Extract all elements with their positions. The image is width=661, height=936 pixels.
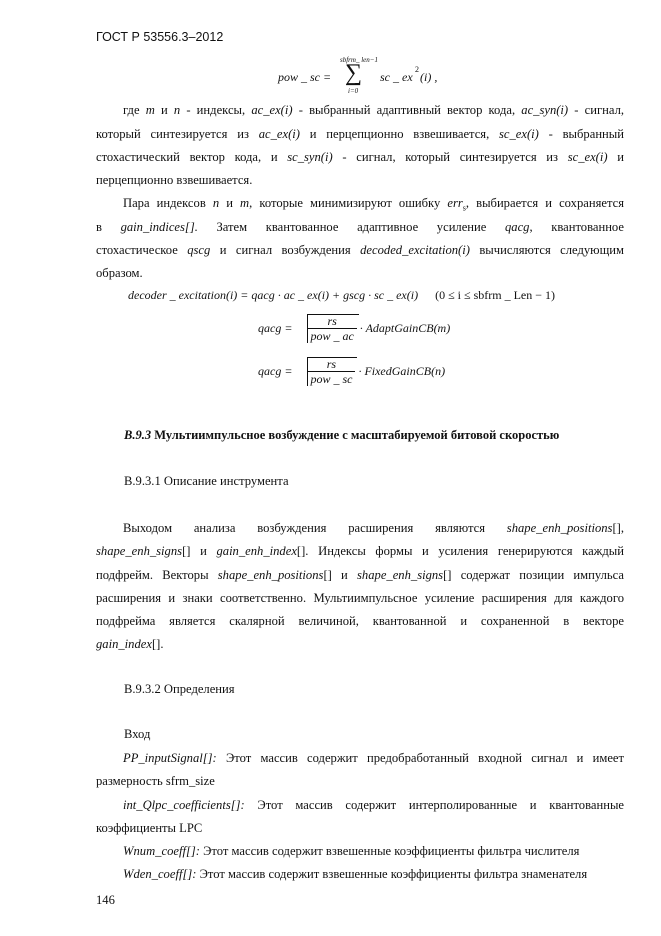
formula-sc-ex: sc _ ex [380,70,413,84]
definition-int-qlpc-coefficients-cont: коэффициенты LPC [96,821,203,835]
input-heading: Вход [124,727,151,741]
definition-pp-input-signal-cont: размерность sfrm_size [96,774,215,788]
formula-argument: (i) , [420,70,438,84]
formula-qacg-fixed: qacg = $\frac{rs}{\text{pow \_ sc}}$ · FixedGainCB(n) [258,357,446,386]
formula-pow-sc [278,56,478,100]
section-title: Мультиимпульсное возбуждение с масштабируемой битовой скоростью [154,428,560,442]
page-number: 146 [96,893,115,907]
para3-line-5: подфрейма является скалярной величиной, квантованной и сохраненной в векторе [96,614,624,628]
para1-line-3: стохастический вектор кода, и sc_syn(i) - сигнал, который синтезируется из sc_ex(i) и [96,150,624,164]
para3-line-2: shape_enh_signs[] и gain_enh_index[]. Индексы формы и усиления генерируются каждый [96,544,624,558]
section-heading [124,428,559,443]
sqrt-symbol: $\frac{rs}{\text{pow \_ sc}}$ [295,357,355,386]
formula-sum-upper-limit: sbfrm_ len−1 [340,56,378,64]
definition-wnum-coeff: Wnum_coeff[]: Этот массив содержит взвешенные коэффициенты фильтра числителя [123,844,580,858]
section-number: B.9.3 [124,428,152,442]
definition-int-qlpc-coefficients: int_Qlpc_coefficients[]: Этот массив содержит интерполированные и квантованные [123,798,624,812]
para1-line-2: который синтезируется из ac_ex(i) и перцепционно взвешивается, sc_ex(i) - выбранный [96,127,624,141]
para3-line-4: расширения и знаки соответственно. Мультиимпульсное усиление расширения для каждого [96,591,624,605]
formula-power: 2 [415,65,419,74]
formula-sum-lower-limit: i=0 [348,87,359,95]
document-header: ГОСТ Р 53556.3–2012 [96,30,224,44]
para2-line-1: Пара индексов n и m, которые минимизируют ошибку err$_s$, выбирается и сохраняется [123,196,625,213]
formula-sum-symbol: ∑ [345,60,363,86]
para2-line-4: образом. [96,266,143,280]
subsection-definitions-title: B.9.3.2 Определения [124,682,235,696]
para3-line-3: подфрейм. Векторы shape_enh_positions[] и shape_enh_signs[] содержат позиции импульса [96,568,624,582]
formula-range: (0 ≤ i ≤ sbfrm _ Len − 1) [435,288,556,302]
para1-line-4: перцепционно взвешивается. [96,173,253,187]
para3-line-6: gain_index[]. [96,637,164,651]
subsection-description-title: B.9.3.1 Описание инструмента [124,474,289,488]
para3-line-1: Выходом анализа возбуждения расширения являются shape_enh_positions[], [123,521,624,535]
para1-line-1: где m и n - индексы, ac_ex(i) - выбранный адаптивный вектор кода, ac_syn(i) - сигнал, [123,103,624,117]
sqrt-symbol: $\frac{rs}{\text{pow \_ ac}}$ [295,314,356,343]
definition-pp-input-signal: PP_inputSignal[]: Этот массив содержит предобработанный входной сигнал и имеет [123,751,624,765]
formula-qacg-adaptive: qacg = $\frac{rs}{\text{pow \_ ac}}$ · AdaptGainCB(m) [258,314,451,343]
para2-line-3: стохастическое qscg и сигнал возбуждения decoded_excitation(i) вычисляются следующим [96,243,625,257]
para2-line-2: в gain_indices[]. Затем квантованное адаптивное усиление qacg, квантованное [96,220,624,234]
definition-wden-coeff: Wden_coeff[]: Этот массив содержит взвешенные коэффициенты фильтра знаменателя [123,867,588,881]
formula-pow-sc-lhs: pow _ sc = [278,70,332,84]
formula-decoder-excitation: decoder _ excitation(i) = qacg · ac _ ex(i) + gscg · sc _ ex(i) (0 ≤ i ≤ sbfrm _ Len − 1) [128,288,556,302]
